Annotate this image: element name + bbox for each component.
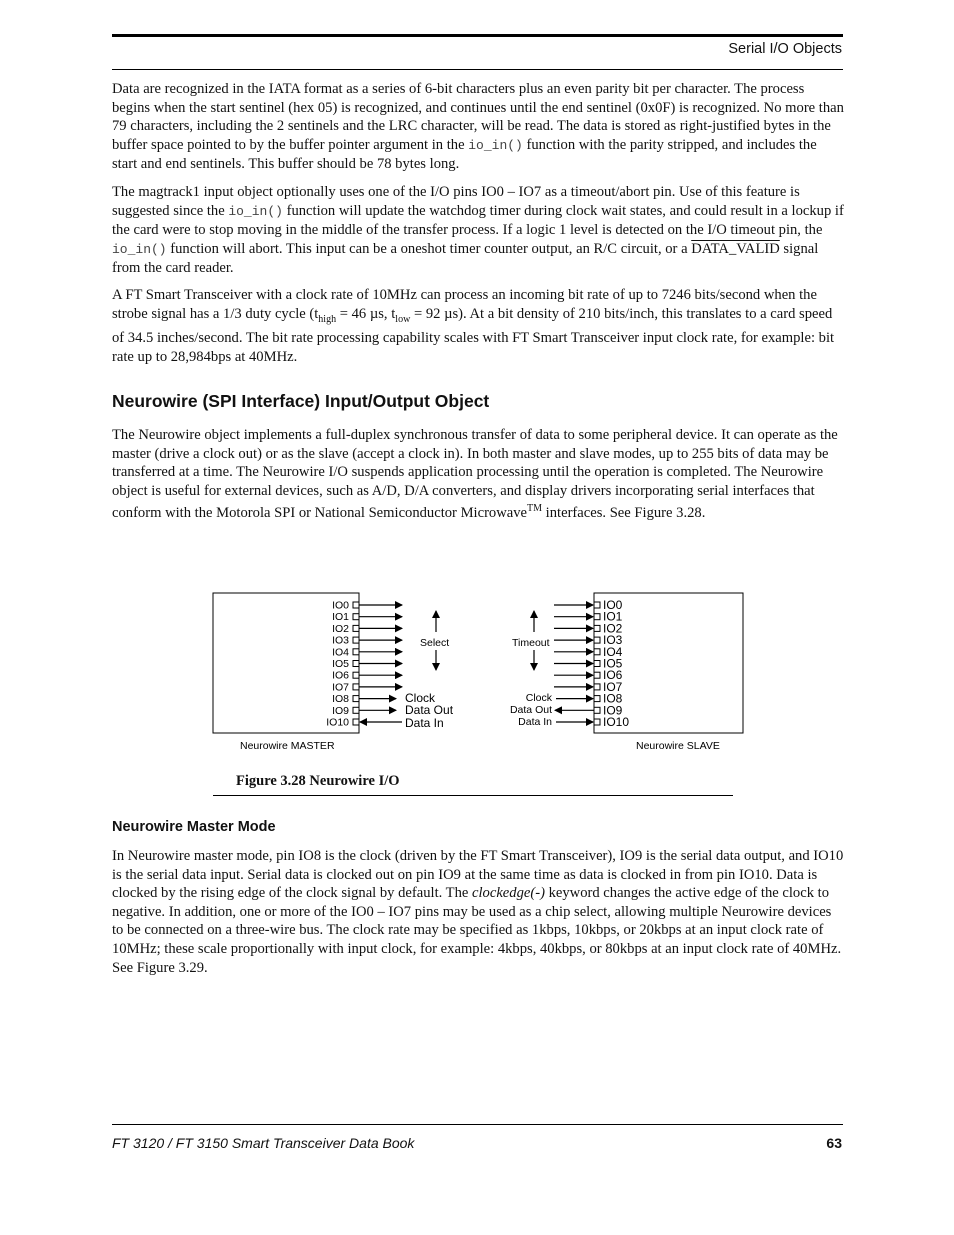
figure-caption: Figure 3.28 Neurowire I/O: [236, 773, 400, 789]
slave-data-out-label: Data Out: [509, 704, 552, 716]
slave-pin-square: [594, 614, 600, 620]
slave-pin-label: IO6: [603, 668, 623, 683]
master-pin-square: [353, 637, 359, 643]
neurowire-diagram: [212, 590, 747, 765]
master-clock-label: Clock: [405, 691, 436, 705]
slave-clock-label: Clock: [525, 692, 552, 704]
page-number: 63: [826, 1135, 842, 1151]
master-pin-label: IO8: [332, 693, 349, 706]
master-pins: [326, 600, 402, 729]
slave-pin-square: [594, 637, 600, 643]
master-label: Neurowire MASTER: [240, 740, 335, 752]
slave-pin-square: [594, 684, 600, 690]
slave-pin-label: IO3: [603, 633, 623, 648]
neurowire-paragraph: The Neurowire object implements a full-duplex synchronous transfer of data to some peripheral device. It can operate as the master (drive a clock out) or as the slave (accept a clock in). In both master and slave modes, up to 255 bits of data may be transferred at a time. The Neurowire I/O suspends application processing until the operation is completed. The Neurowire object is useful for external devices, such as A/D, D/A converters, and display drivers incorporating serial interfaces that conform with the Motorola SPI or National Semiconductor Microwave™ interfaces. See Figure 3.28.: [112, 427, 838, 522]
master-data-out-label: Data Out: [405, 703, 454, 717]
master-pin-label: IO0: [332, 599, 349, 612]
footer-book-title: FT 3120 / FT 3150 Smart Transceiver Data Book: [112, 1135, 415, 1151]
slave-pin-square: [594, 707, 600, 713]
slave-pin-label: IO1: [603, 609, 623, 624]
code-io-in: io_in(): [228, 203, 283, 219]
slave-pin-label: IO8: [603, 691, 623, 706]
data-valid-signal: DATA_VALID: [691, 240, 780, 257]
slave-pin-label: IO9: [603, 703, 623, 718]
master-pin-square: [353, 684, 359, 690]
header-bottom-rule: [112, 69, 843, 70]
select-label: Select: [420, 637, 450, 649]
master-pin-square: [353, 661, 359, 667]
slave-pin-label: IO5: [603, 656, 623, 671]
neurowire-figure: [212, 590, 747, 770]
code-io-in: io_in(): [468, 137, 523, 153]
master-pin-square: [353, 625, 359, 631]
neurowire-heading: Neurowire (SPI Interface) Input/Output Object: [112, 391, 490, 411]
master-pin-square: [353, 614, 359, 620]
master-pin-square: [353, 696, 359, 702]
master-pin-square: [353, 672, 359, 678]
timeout-label: Timeout: [512, 637, 550, 649]
slave-data-in-label: Data In: [518, 716, 552, 728]
master-pin-label: IO3: [332, 634, 349, 647]
section-title: Serial I/O Objects: [728, 41, 842, 57]
slave-label: Neurowire SLAVE: [636, 740, 720, 752]
master-pin-label: IO10: [326, 716, 349, 729]
slave-pin-label: IO0: [603, 598, 623, 612]
slave-pins: [554, 598, 629, 729]
slave-pin-square: [594, 672, 600, 678]
figure-rule: [213, 795, 733, 796]
slave-pin-label: IO7: [603, 679, 623, 694]
header-top-rule: [112, 34, 843, 37]
slave-pin-label: IO10: [603, 715, 630, 729]
slave-pin-label: IO4: [603, 644, 623, 659]
master-pin-label: IO2: [332, 622, 349, 635]
slave-pin-square: [594, 602, 600, 608]
slave-pin-square: [594, 661, 600, 667]
master-pin-label: IO1: [332, 611, 349, 624]
master-pin-label: IO7: [332, 681, 349, 694]
slave-pin-square: [594, 696, 600, 702]
slave-pin-square: [594, 649, 600, 655]
master-pin-label: IO4: [332, 646, 349, 659]
clockedge-keyword: clockedge(-): [472, 885, 545, 902]
master-mode-paragraph: In Neurowire master mode, pin IO8 is the clock (driven by the FT Smart Transceiver), IO9 is the serial data output, and IO10 is the serial data input. Serial data is clocked out on pin IO9 at the same time as data is clocked in from pin IO10. Data is clocked by the rising edge of the clock signal by default. The clockedge(-) keyword changes the active edge of the clock to negative. In addition, one or more of the IO0 – IO7 pins may be used as a chip select, allowing multiple Neurowire devices to be connected on a three-wire bus. The clock rate may be specified as 1kbps, 10kbps, or 20kbps at an input clock rate of 10MHz; these scale proportionally with input clock, for example: 4kbps, 40kbps, or 80kbps at an input clock rate of 40MHz. See Figure 3.29.: [112, 848, 844, 976]
magtrack-paragraph-2: The magtrack1 input object optionally uses one of the I/O pins IO0 – IO7 as a timeout/abort pin. Use of this feature is suggested since the io_in() function will update the watchdog timer during clock wait states, and could result in a lockup if the card were to stop moving in the middle of the transfer process. If a logic 1 level is detected on the I/O timeout pin, the io_in() function will abort. This input can be a oneshot timer counter output, an R/C circuit, or a DATA_VALID signal from the card reader.: [112, 184, 844, 277]
code-io-in: io_in(): [112, 241, 167, 257]
slave-pin-square: [594, 625, 600, 631]
master-pin-square: [353, 707, 359, 713]
footer-rule: [112, 1124, 843, 1125]
master-pin-square: [353, 719, 359, 725]
slave-pin-label: IO2: [603, 621, 623, 636]
magtrack-paragraph-1: Data are recognized in the IATA format as a series of 6-bit characters plus an even parity bit per character. The process begins when the start sentinel (hex 05) is recognized, and continues until the end sentinel (0x0F) is recognized. No more than 79 characters, including the 2 sentinels and the LRC character, will be read. The data is stored as right-justified bytes in the buffer space pointed to by the buffer pointer argument in the io_in() function with the parity stripped, and includes the start and end sentinels. This buffer should be 78 bytes long.: [112, 81, 844, 173]
master-pin-square: [353, 649, 359, 655]
slave-pin-square: [594, 719, 600, 725]
master-pin-label: IO5: [332, 658, 349, 670]
master-pin-square: [353, 602, 359, 608]
master-mode-heading: Neurowire Master Mode: [112, 819, 276, 835]
magtrack-paragraph-3: A FT Smart Transceiver with a clock rate of 10MHz can process an incoming bit rate of up to 7246 bits/second when the strobe signal has a 1/3 duty cycle ($t_{high} = 46$ µs, $t_{low} = 92$ µs). At a bit density of 210 bits/inch, this translates to a card speed of 34.5 inches/second. The bit rate processing capability scales with FT Smart Transceiver input clock rate, for example: bit rate up to 28,984bps at 40MHz.: [112, 287, 835, 365]
master-pin-label: IO6: [332, 669, 349, 682]
master-data-in-label: Data In: [405, 716, 444, 730]
master-pin-label: IO9: [332, 704, 349, 717]
